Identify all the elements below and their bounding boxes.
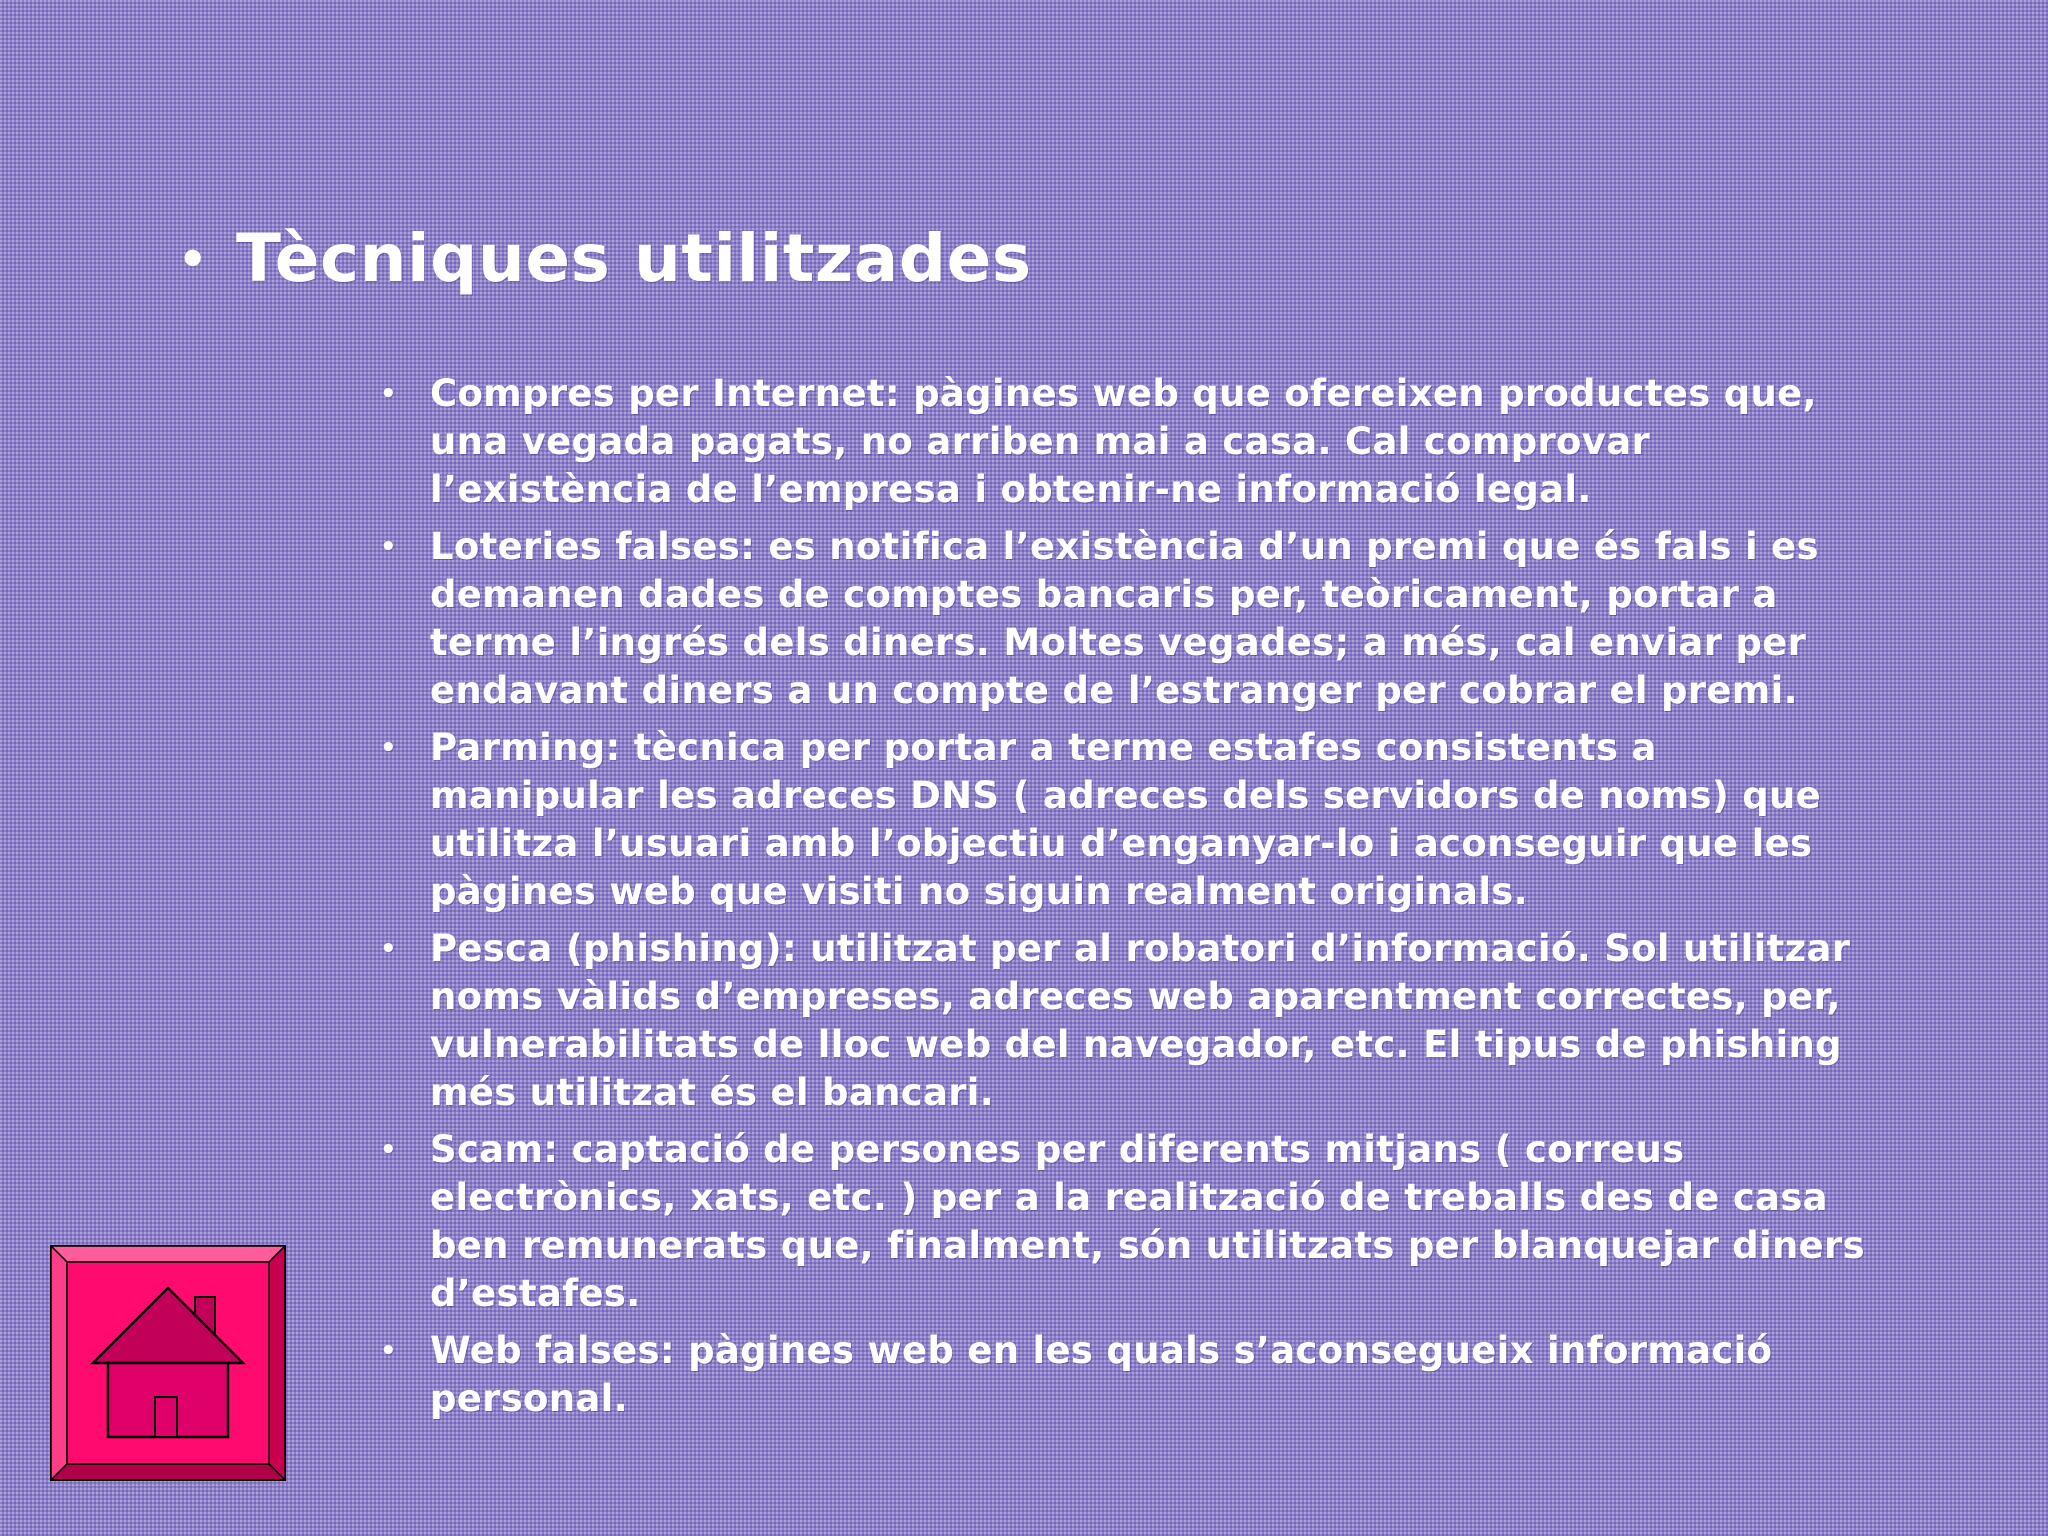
- bullet-item-compres: [380, 370, 1870, 514]
- bullet-dot: •: [380, 934, 397, 964]
- bullet-text: Compres per Internet: pàgines web que ofereixen productes que, una vegada pagats, no arriben mai a casa. Cal comprovar l’existència de l’empresa i obtenir-ne informació legal.: [430, 372, 1817, 511]
- bullet-dot: •: [380, 1135, 397, 1165]
- bullet-item-scam: [380, 1126, 1870, 1318]
- home-icon: [50, 1245, 286, 1481]
- bullet-dot: •: [380, 733, 397, 763]
- bullet-text: Web falses: pàgines web en les quals s’aconsegueix informació personal.: [430, 1329, 1773, 1420]
- bullet-text: Pesca (phishing): utilitzat per al robatori d’informació. Sol utilitzar noms vàlids d’empreses, adreces web aparentment correctes, per, vulnerabilitats de lloc web del navegador, etc. El tipus de phishing més utilitzat és el bancari.: [430, 927, 1851, 1114]
- slide-title: Tècniques utilitzades: [236, 220, 1032, 297]
- bullet-item-web-falses: [380, 1327, 1870, 1423]
- bullet-item-parming: [380, 724, 1870, 916]
- bullet-text: Parming: tècnica per portar a terme estafes consistents a manipular les adreces DNS ( adreces dels servidors de noms) que utilitza l’usuari amb l’objectiu d’enganyar-lo i aconseguir que les pàgines web que visiti no siguin realment originals.: [430, 726, 1822, 913]
- home-button[interactable]: [50, 1245, 286, 1481]
- bullet-text: Loteries falses: es notifica l’existència d’un premi que és fals i es demanen dades de comptes bancaris per, teòricament, portar a terme l’ingrés dels diners. Moltes vegades; a més, cal enviar per endavant diners a un compte de l’estranger per cobrar el premi.: [430, 525, 1819, 712]
- bullet-dot: •: [380, 379, 397, 409]
- bullet-text: Scam: captació de persones per diferents mitjans ( correus electrònics, xats, etc. ) per a la realització de treballs des de casa ben remunerats que, finalment, són utilitzats per blanquejar diners d’estafes.: [430, 1128, 1865, 1315]
- bullet-item-loteries: [380, 523, 1870, 715]
- bullet-dot: •: [380, 532, 397, 562]
- title-row: [178, 220, 1032, 297]
- bullet-dot: •: [380, 1336, 397, 1366]
- bullet-item-pesca: [380, 925, 1870, 1117]
- bullet-list: [380, 370, 1870, 1432]
- title-bullet: •: [178, 232, 208, 286]
